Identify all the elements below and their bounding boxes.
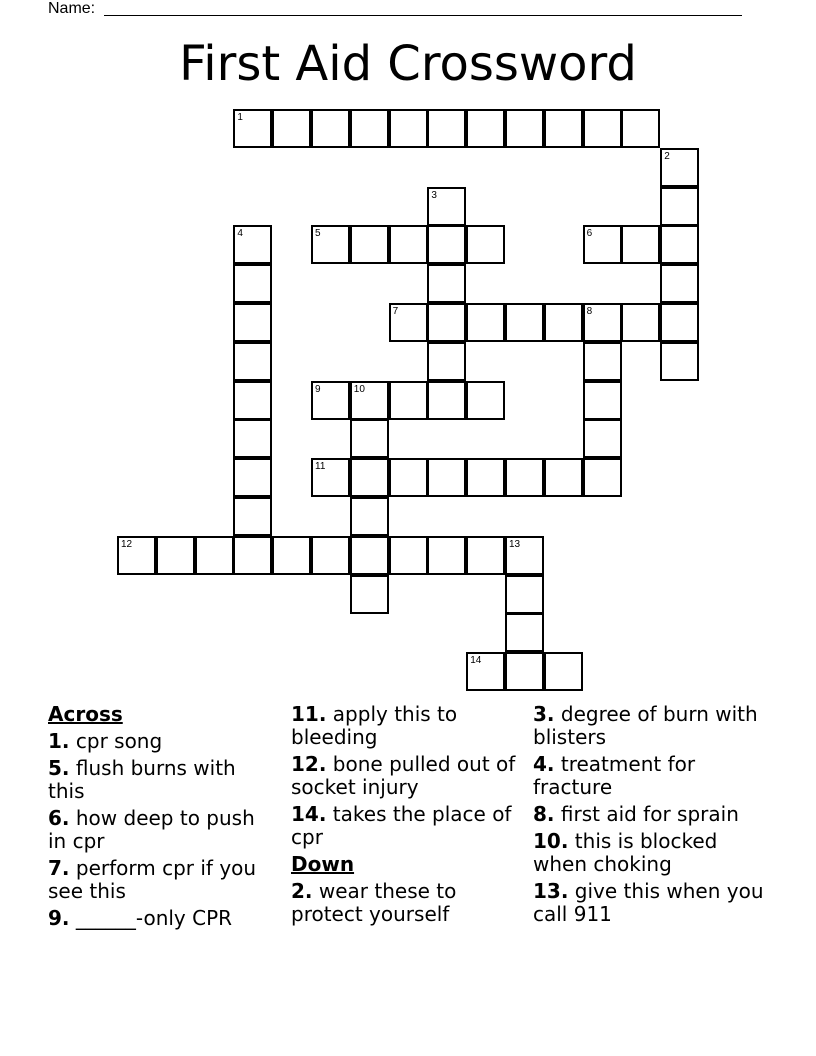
- grid-cell[interactable]: [350, 419, 389, 458]
- clues-column-1: [48, 703, 278, 934]
- name-label: Name:: [48, 0, 96, 17]
- grid-cell[interactable]: [350, 536, 389, 575]
- grid-cell[interactable]: [233, 109, 272, 148]
- grid-cell[interactable]: [350, 458, 389, 497]
- grid-cell[interactable]: [505, 109, 544, 148]
- clue-number: 5: [315, 228, 321, 240]
- clue-across-12: 12. bone pulled out of socket injury: [291, 752, 516, 799]
- clue-across-7: 7. perform cpr if you see this: [48, 856, 257, 903]
- grid-cell[interactable]: [621, 109, 660, 148]
- grid-cell[interactable]: [660, 187, 699, 226]
- grid-cell[interactable]: [660, 148, 699, 187]
- grid-cell[interactable]: [350, 225, 389, 264]
- clue-number: 9: [315, 383, 321, 395]
- grid-cell[interactable]: [660, 342, 699, 381]
- grid-cell[interactable]: [583, 381, 622, 420]
- clue-down-8: 8. first aid for sprain: [533, 802, 739, 826]
- clue-number: 2: [664, 150, 670, 162]
- grid-cell[interactable]: [583, 303, 622, 342]
- grid-cell[interactable]: [583, 342, 622, 381]
- grid-cell[interactable]: [233, 419, 272, 458]
- grid-cell[interactable]: [621, 225, 660, 264]
- grid-cell[interactable]: [427, 187, 466, 226]
- grid-cell[interactable]: [389, 303, 428, 342]
- clue-across-1: 1. cpr song: [48, 729, 163, 753]
- grid-cell[interactable]: [311, 225, 350, 264]
- clue-down-3: 3. degree of burn with blisters: [533, 702, 758, 749]
- grid-cell[interactable]: [427, 536, 466, 575]
- grid-cell[interactable]: [466, 652, 505, 691]
- grid-cell[interactable]: [389, 109, 428, 148]
- grid-cell[interactable]: [389, 381, 428, 420]
- grid-cell[interactable]: [427, 381, 466, 420]
- clue-number: 14: [470, 655, 482, 667]
- grid-cell[interactable]: [350, 497, 389, 536]
- clue-number: 12: [121, 538, 133, 550]
- grid-cell[interactable]: [272, 109, 311, 148]
- grid-cell[interactable]: [389, 458, 428, 497]
- grid-cell[interactable]: [544, 458, 583, 497]
- grid-cell[interactable]: [505, 458, 544, 497]
- grid-cell[interactable]: [466, 458, 505, 497]
- grid-cell[interactable]: [427, 109, 466, 148]
- clue-across-14: 14. takes the place of cpr: [291, 802, 512, 849]
- grid-cell[interactable]: [583, 109, 622, 148]
- grid-cell[interactable]: [311, 536, 350, 575]
- clue-number: 8: [586, 306, 593, 317]
- grid-cell[interactable]: [660, 303, 699, 342]
- grid-cell[interactable]: [583, 419, 622, 458]
- grid-cell[interactable]: [350, 575, 389, 614]
- grid-cell[interactable]: [233, 264, 272, 303]
- grid-cell[interactable]: [466, 303, 505, 342]
- grid-cell[interactable]: [427, 264, 466, 303]
- grid-cell[interactable]: [156, 536, 195, 575]
- clue-number: 6: [586, 228, 593, 240]
- clue-across-11: 11. apply this to bleeding: [291, 702, 458, 749]
- grid-cell[interactable]: [233, 497, 272, 536]
- grid-cell[interactable]: [583, 225, 622, 264]
- page-title: First Aid Crossword: [179, 36, 637, 92]
- grid-cell[interactable]: [660, 225, 699, 264]
- grid-cell[interactable]: [311, 109, 350, 148]
- grid-cell[interactable]: [427, 342, 466, 381]
- grid-cell[interactable]: [544, 303, 583, 342]
- down-heading: Down: [291, 852, 355, 876]
- grid-cell[interactable]: [466, 536, 505, 575]
- clues-column-3: [533, 703, 773, 930]
- clue-number: 1: [237, 112, 243, 123]
- clue-across-6: 6. how deep to push in cpr: [48, 806, 255, 853]
- grid-cell[interactable]: [544, 109, 583, 148]
- across-heading: Across: [48, 702, 123, 726]
- clue-down-2: 2. wear these to protect yourself: [291, 879, 457, 926]
- clue-across-5: 5. flush burns with this: [48, 756, 236, 803]
- grid-cell[interactable]: [350, 381, 389, 420]
- grid-cell[interactable]: [505, 613, 544, 652]
- grid-cell[interactable]: [233, 458, 272, 497]
- grid-cell[interactable]: [466, 225, 505, 264]
- grid-cell[interactable]: [505, 536, 544, 575]
- grid-cell[interactable]: [350, 109, 389, 148]
- grid-cell[interactable]: [195, 536, 234, 575]
- grid-cell[interactable]: [621, 303, 660, 342]
- clue-across-9: 9. ______-only CPR: [48, 906, 233, 930]
- grid-cell[interactable]: [505, 303, 544, 342]
- clue-down-4: 4. treatment for fracture: [533, 752, 696, 799]
- clue-number: 13: [509, 538, 521, 550]
- grid-cell[interactable]: [466, 381, 505, 420]
- grid-cell[interactable]: [233, 342, 272, 381]
- grid-cell[interactable]: [427, 225, 466, 264]
- grid-cell[interactable]: [272, 536, 311, 575]
- clue-number: 10: [353, 383, 365, 395]
- grid-cell[interactable]: [389, 536, 428, 575]
- grid-cell[interactable]: [233, 381, 272, 420]
- clue-number: 3: [431, 189, 437, 201]
- clue-number: 7: [392, 306, 399, 317]
- grid-cell[interactable]: [544, 652, 583, 691]
- grid-cell[interactable]: [427, 303, 466, 342]
- grid-cell[interactable]: [505, 575, 544, 614]
- clue-number: 4: [237, 228, 243, 240]
- grid-cell[interactable]: [233, 303, 272, 342]
- grid-cell[interactable]: [660, 264, 699, 303]
- clue-number: 11: [315, 461, 326, 473]
- clue-down-10: 10. this is blocked when choking: [533, 829, 718, 876]
- grid-cell[interactable]: [233, 225, 272, 264]
- clue-down-13: 13. give this when you call 911: [533, 879, 764, 926]
- grid-cell[interactable]: [389, 225, 428, 264]
- grid-cell[interactable]: [311, 381, 350, 420]
- grid-cell[interactable]: [427, 458, 466, 497]
- grid-cell[interactable]: [117, 536, 156, 575]
- grid-cell[interactable]: [583, 458, 622, 497]
- grid-cell[interactable]: [466, 109, 505, 148]
- grid-cell[interactable]: [505, 652, 544, 691]
- clues-column-2: [291, 703, 521, 930]
- grid-cell[interactable]: [311, 458, 350, 497]
- grid-cell[interactable]: [233, 536, 272, 575]
